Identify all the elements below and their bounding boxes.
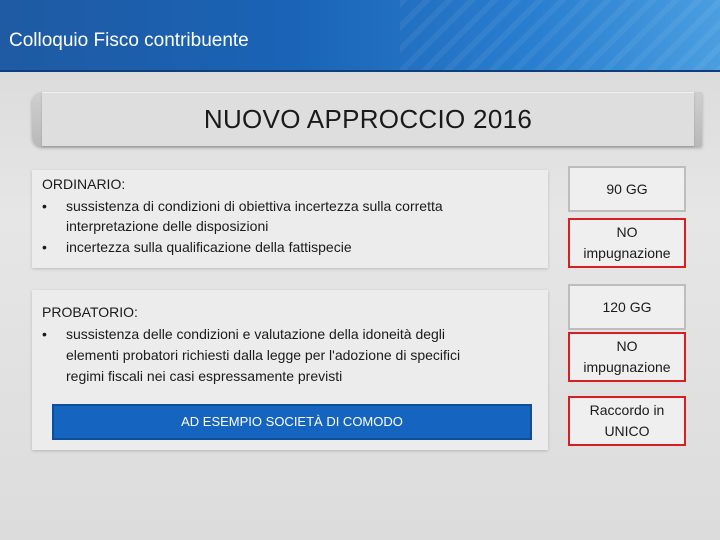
bullet-text-line: regimi fiscali nei casi espressamente previsti: [66, 368, 343, 384]
term-90gg-box: [568, 166, 686, 212]
no-impugnazione-box-2: [568, 332, 686, 382]
box-text: Raccordo in: [589, 402, 665, 418]
header-divider: [0, 70, 720, 72]
box-text: NO: [616, 224, 638, 240]
bullet-text-line: sussistenza di condizioni di obiettiva incertezza sulla corretta: [66, 198, 443, 214]
box-text: impugnazione: [583, 245, 671, 261]
header-decoration: [400, 0, 720, 70]
bullet-dot: •: [42, 326, 47, 342]
probatorio-title: PROBATORIO:: [42, 304, 138, 320]
header-bar: [0, 0, 720, 70]
page-title: NUOVO APPROCCIO 2016: [203, 104, 533, 134]
title-box: [42, 92, 694, 146]
bullet-dot: •: [42, 239, 47, 255]
box-text: 120 GG: [602, 298, 652, 315]
box-text: impugnazione: [583, 359, 671, 375]
header-title: Colloquio Fisco contribuente: [9, 30, 249, 51]
bullet-text-line: incertezza sulla qualificazione della fattispecie: [66, 239, 352, 255]
bullet-text-line: sussistenza delle condizioni e valutazione della idoneità degli: [66, 326, 446, 342]
bullet-text-line: interpretazione delle disposizioni: [66, 218, 269, 234]
example-button[interactable]: AD ESEMPIO SOCIETÀ DI COMODO: [52, 404, 532, 440]
ordinario-panel: [32, 170, 548, 268]
no-impugnazione-box-1: [568, 218, 686, 268]
bullet-dot: •: [42, 198, 47, 214]
term-120gg-box: [568, 284, 686, 330]
box-text: 90 GG: [606, 180, 648, 197]
box-text: NO: [616, 338, 638, 354]
bullet-text-line: elementi probatori richiesti dalla legge per l'adozione di specifici: [66, 347, 461, 363]
box-text: UNICO: [604, 423, 650, 439]
raccordo-unico-box: [568, 396, 686, 446]
ordinario-title: ORDINARIO:: [42, 176, 126, 192]
